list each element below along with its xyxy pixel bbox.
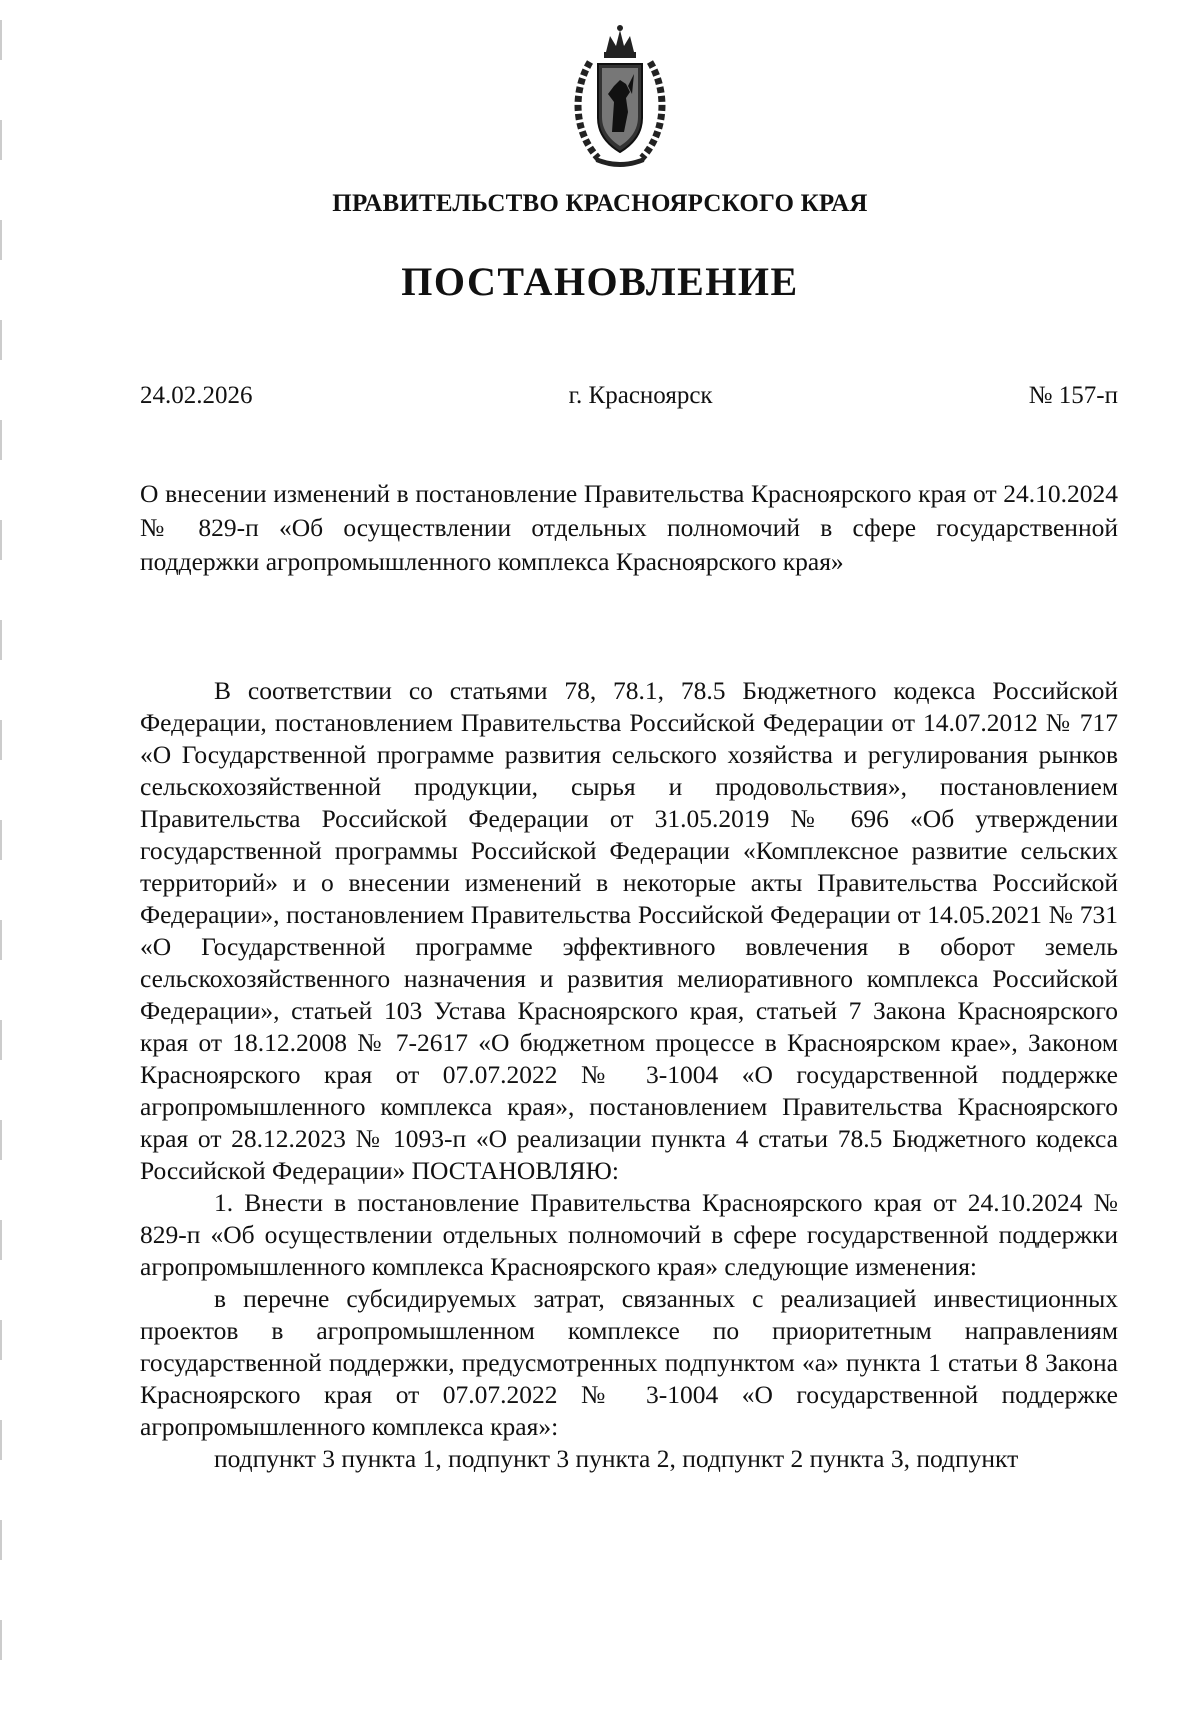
- body-paragraph: В соответствии со статьями 78, 78.1, 78.5 Бюджетного кодекса Российской Федерации, постановлением Правительства Российской Федерации от 14.07.2012 № 717 «О Государственной программе развития сельского хозяйства и регулирования рынков сельскохозяйственной продукции, сырья и продовольствия», постановлением Правительства Российской Федерации от 31.05.2019 № 696 «Об утверждении государственной программы Российской Федерации «Комплексное развитие сельских территорий» и о внесении изменений в некоторые акты Правительства Российской Федерации», постановлением Правительства Российской Федерации от 14.05.2021 № 731 «О Государственной программе эффективного вовлечения в оборот земель сельскохозяйственного назначения и развития мелиоративного комплекса Российской Федерации», статьей 103 Устава Красноярского края, статьей 7 Закона Красноярского края от 18.12.2008 № 7-2617 «О бюджетном процессе в Красноярском крае», Законом Красноярского края от 07.07.2022 № 3-1004 «О государственной поддержке агропромышленного комплекса края», постановлением Правительства Красноярского края от 28.12.2023 № 1093-п «О реализации пункта 4 статьи 78.5 Бюджетного кодекса Российской Федерации» ПОСТАНОВЛЯЮ:: [140, 676, 1118, 1185]
- document-type-title: ПОСТАНОВЛЕНИЕ: [401, 259, 799, 304]
- document-subject: О внесении изменений в постановление Правительства Красноярского края от 24.10.2024 № 829-п «Об осуществлении отдельных полномочий в сфере государственной поддержки агропромышленного комплекса Красноярского края»: [140, 479, 1118, 576]
- body-paragraph: подпункт 3 пункта 1, подпункт 3 пункта 2, подпункт 2 пункта 3, подпункт: [214, 1444, 1019, 1473]
- document-city: г. Красноярск: [568, 382, 713, 409]
- krasnoyarsk-coat-of-arms-icon: [568, 22, 672, 170]
- body-paragraph: 1. Внести в постановление Правительства Красноярского края от 24.10.2024 № 829-п «Об осуществлении отдельных полномочий в сфере государственной поддержки агропромышленного комплекса Красноярского края» следующие изменения:: [140, 1188, 1118, 1281]
- document-number: № 157-п: [1028, 382, 1118, 409]
- organization-title: ПРАВИТЕЛЬСТВО КРАСНОЯРСКОГО КРАЯ: [332, 190, 868, 217]
- document-meta-row: [140, 382, 1118, 410]
- document-date: 24.02.2026: [140, 382, 253, 409]
- body-paragraph: в перечне субсидируемых затрат, связанных с реализацией инвестиционных проектов в агропромышленном комплексе по приоритетным направлениям государственной поддержки, предусмотренных подпунктом «а» пункта 1 статьи 8 Закона Красноярского края от 07.07.2022 № 3-1004 «О государственной поддержке агропромышленного комплекса края»:: [140, 1284, 1118, 1441]
- document-body: [140, 675, 1118, 1475]
